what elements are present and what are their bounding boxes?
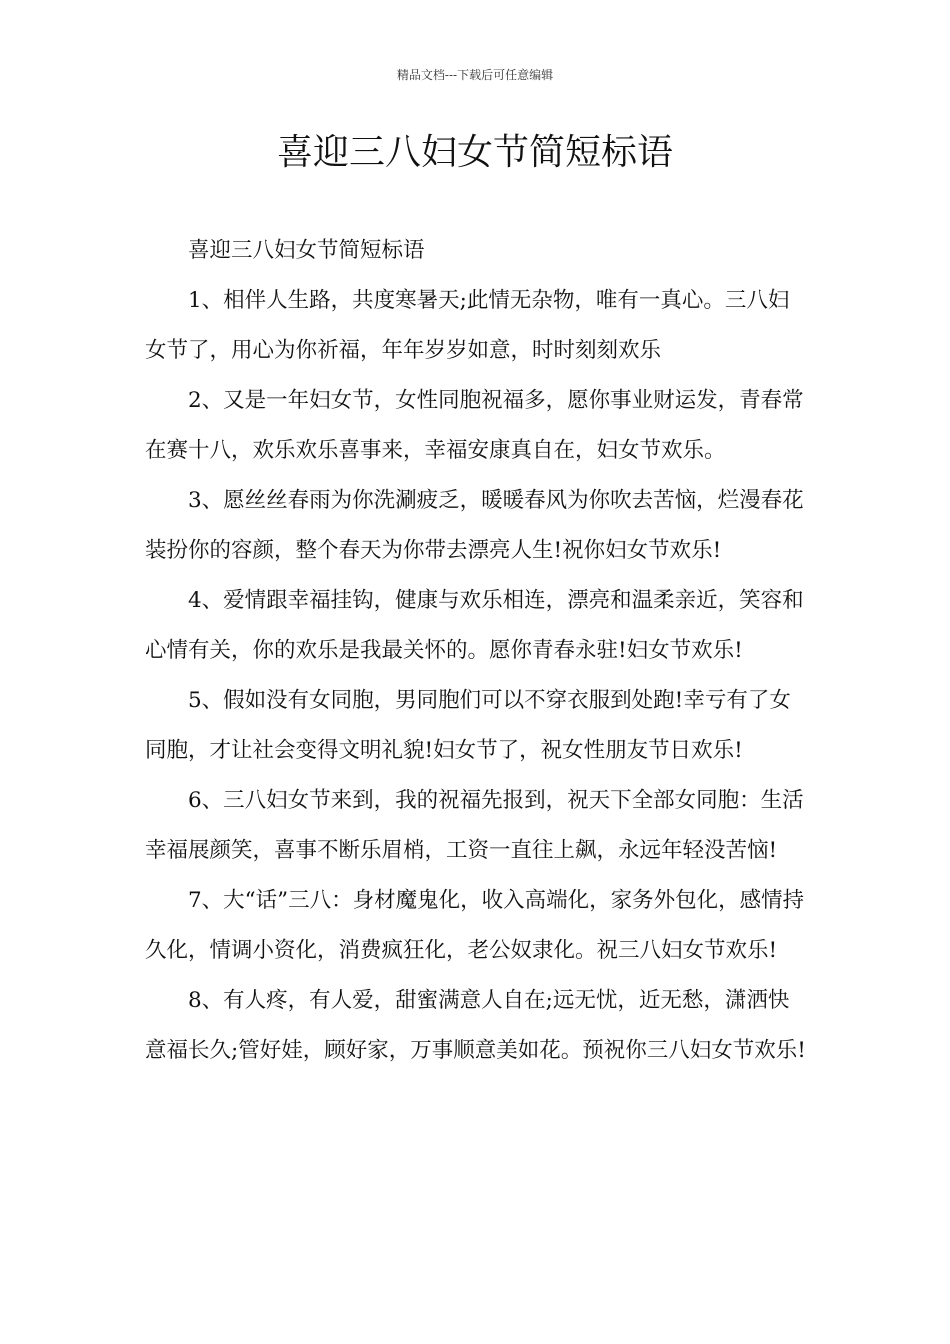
paragraph-item-6: 6、三八妇女节来到，我的祝福先报到，祝天下全部女同胞：生活幸福展颜笑，喜事不断乐眉梢，工资一直往上飙，永远年轻没苦恼!: [145, 788, 804, 863]
document-body: [145, 226, 808, 1076]
document-title: 喜迎三八妇女节简短标语: [276, 132, 673, 173]
paragraph-item-1: 1、相伴人生路，共度寒暑天;此情无杂物，唯有一真心。三八妇女节了，用心为你祈福，年年岁岁如意，时时刻刻欢乐: [145, 288, 790, 363]
paragraph-subtitle: 喜迎三八妇女节简短标语: [188, 238, 425, 263]
paragraph-item-4: 4、爱情跟幸福挂钩，健康与欢乐相连，漂亮和温柔亲近，笑容和心情有关，你的欢乐是我最关怀的。愿你青春永驻!妇女节欢乐!: [145, 588, 804, 663]
paragraph-item-8: 8、有人疼，有人爱，甜蜜满意人自在;远无忧，近无愁，潇洒快意福长久;管好娃，顾好家，万事顺意美如花。预祝你三八妇女节欢乐!: [145, 988, 806, 1063]
paragraph-item-2: 2、又是一年妇女节，女性同胞祝福多，愿你事业财运发，青春常在赛十八，欢乐欢乐喜事来，幸福安康真自在，妇女节欢乐。: [145, 388, 804, 463]
paragraph-item-5: 5、假如没有女同胞，男同胞们可以不穿衣服到处跑!幸亏有了女同胞，才让社会变得文明礼貌!妇女节了，祝女性朋友节日欢乐!: [145, 688, 791, 763]
paragraph-item-3: 3、愿丝丝春雨为你洗涮疲乏，暖暖春风为你吹去苦恼，烂漫春花装扮你的容颜，整个春天为你带去漂亮人生!祝你妇女节欢乐!: [145, 488, 804, 563]
paragraph-item-7: 7、大“话”三八：身材魔鬼化，收入高端化，家务外包化，感情持久化，情调小资化，消费疯狂化，老公奴隶化。祝三八妇女节欢乐!: [145, 888, 805, 963]
header-note: 精品文档---下载后可任意编辑: [396, 68, 554, 82]
